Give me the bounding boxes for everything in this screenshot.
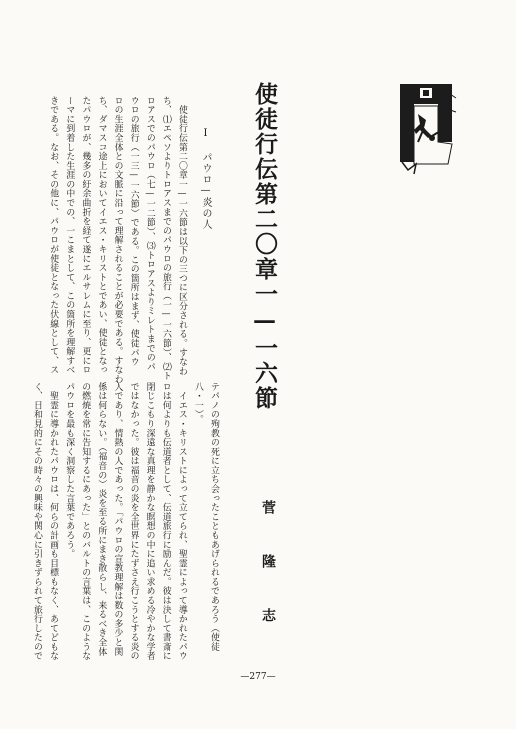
body-line: ロは何よりも伝道者として、伝道旅行に励んだ。彼は決して書斎に <box>160 382 171 661</box>
body-line: ち、⑴エペソよりトロアスまでのパウロの旅行（一—一六節）、⑵ト <box>160 96 171 381</box>
page-number: —277— <box>240 672 276 682</box>
body-line: たパウロが、幾多の紆余曲折を経て遂にエルサレムに至り、更にロ <box>80 96 91 375</box>
body-line: の燃焼を常に告知するにあった」とのバルトの言葉は、このような <box>80 382 91 661</box>
body-line: 閉じこもり深遠な真理を静かな瞑想の中に追い求める冷やかな学者 <box>144 382 155 661</box>
descending-figure-woodcut-icon <box>398 84 458 176</box>
body-line: 八・一）。 <box>192 382 203 425</box>
section-heading: Ⅰ パウロ—炎の人 <box>200 128 211 230</box>
upper-body-text <box>48 96 187 384</box>
body-line: 人であり、情熱の人であった。「パウロの宣教理解は数の多少と関 <box>112 382 123 657</box>
author-name: 菅 隆 志 <box>260 500 276 634</box>
body-line: ロアスでのパウロ（七—一二節）、⑶トロアスよりミレトまでのパ <box>144 96 155 372</box>
body-line: テパノの殉教の死に立ち会ったこともあげられるであろう（使徒 <box>209 382 219 652</box>
body-line: パウロを最も深く洞察した言葉であろう。 <box>64 382 75 559</box>
body-line: ウロの旅行（一三—一六節）である。この箇所はまず、使徒パウ <box>128 96 139 367</box>
body-line: きである。なお、その他に、パウロが使徒となった伏線として、ス <box>48 96 59 375</box>
body-line: ーマに到着した生涯の中での、一こまとして、この箇所を理解すべ <box>64 96 75 375</box>
article-title: 使徒行伝第二〇章一—一六節 <box>251 82 278 411</box>
body-line: ち、ダマスコ途上においてイエス・キリストとであい、使徒となっ <box>96 96 107 375</box>
body-line: 使徒行伝第二〇章一—一六節は以下の三つに区分される。すなわ <box>177 96 187 376</box>
body-line: イエス・キリストによって立てられ、聖霊によって導かれたパウ <box>176 382 187 661</box>
body-line: ロの生涯全体との文脈に沿って理解されることが必要である。すなわ <box>112 96 123 384</box>
body-line: 聖霊に導かれたパウロは、何らの計画も目標もなく、あてどもな <box>48 382 59 661</box>
body-line: 係は何らない。（福音の）炎を至る所にまき散らし、来るべき全体 <box>96 382 107 657</box>
lower-body-text <box>31 382 219 662</box>
body-line: ではなかった。彼は福音の炎を全世界にたずさえ行こうとする炎の <box>128 382 139 661</box>
body-line: く、日和見的にその時々の興味や関心に引きずられて旅行したので <box>31 382 42 661</box>
